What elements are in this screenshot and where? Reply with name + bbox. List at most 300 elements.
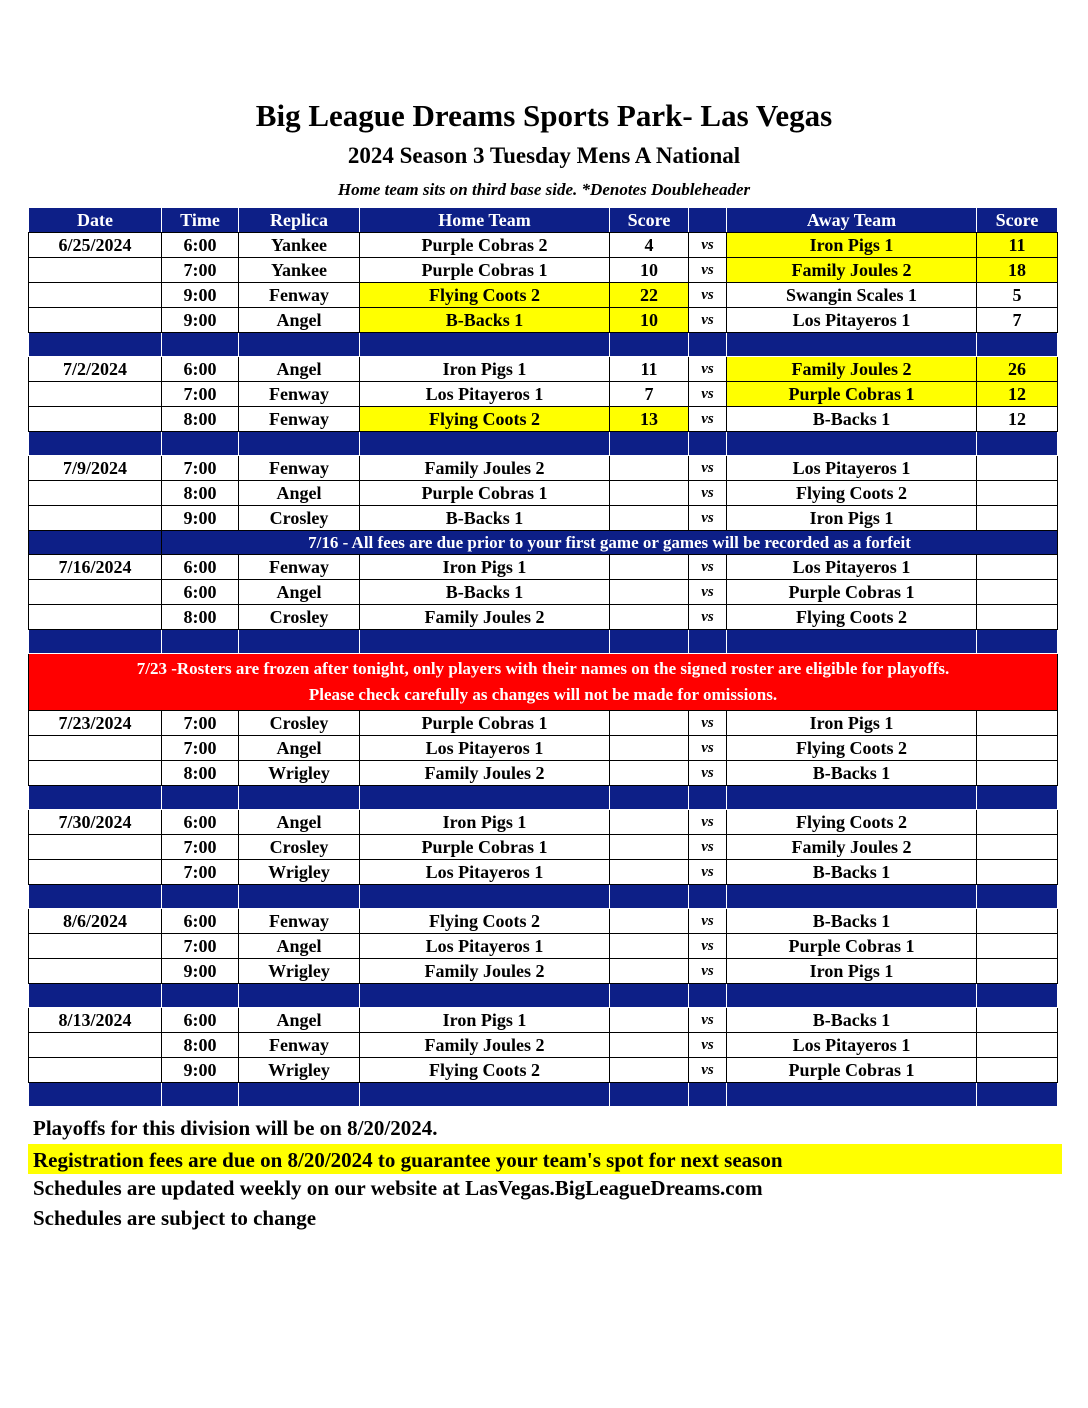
game-row xyxy=(29,959,1058,984)
spacer-row xyxy=(29,630,1058,654)
spacer-cell xyxy=(610,630,689,654)
game-row xyxy=(29,555,1058,580)
game-date xyxy=(29,308,162,333)
home-team: Purple Cobras 1 xyxy=(360,481,610,506)
game-time: 6:00 xyxy=(162,555,239,580)
game-time: 7:00 xyxy=(162,934,239,959)
game-field: Angel xyxy=(239,736,360,761)
game-date xyxy=(29,407,162,432)
game-row xyxy=(29,506,1058,531)
vs-label: vs xyxy=(689,934,727,959)
game-field: Crosley xyxy=(239,605,360,630)
spacer-row xyxy=(29,1083,1058,1107)
vs-label: vs xyxy=(689,1058,727,1083)
game-row xyxy=(29,283,1058,308)
spacer-cell xyxy=(689,333,727,357)
column-header-date: Date xyxy=(29,208,162,233)
home-score xyxy=(610,711,689,736)
game-time: 6:00 xyxy=(162,1008,239,1033)
away-score: 11 xyxy=(977,233,1058,258)
game-field: Wrigley xyxy=(239,860,360,885)
away-score xyxy=(977,456,1058,481)
roster-alert-line: 7/23 -Rosters are frozen after tonight, only players with their names on the signed roster are eligible for playoffs. xyxy=(136,659,950,678)
game-time: 6:00 xyxy=(162,909,239,934)
away-team: Los Pitayeros 1 xyxy=(727,456,977,481)
spacer-cell xyxy=(689,786,727,810)
game-row xyxy=(29,407,1058,432)
game-time: 9:00 xyxy=(162,1058,239,1083)
home-score xyxy=(610,934,689,959)
spacer-cell xyxy=(29,885,162,909)
game-date xyxy=(29,1033,162,1058)
spacer-cell xyxy=(977,786,1058,810)
spacer-cell xyxy=(689,630,727,654)
home-team: Flying Coots 2 xyxy=(360,909,610,934)
game-time: 8:00 xyxy=(162,605,239,630)
home-score xyxy=(610,835,689,860)
game-date xyxy=(29,860,162,885)
game-date xyxy=(29,736,162,761)
game-date: 8/6/2024 xyxy=(29,909,162,934)
spacer-cell xyxy=(162,786,239,810)
home-score xyxy=(610,481,689,506)
home-team: Family Joules 2 xyxy=(360,456,610,481)
spacer-cell xyxy=(977,984,1058,1008)
game-time: 7:00 xyxy=(162,382,239,407)
game-date xyxy=(29,382,162,407)
away-score xyxy=(977,761,1058,786)
away-score: 5 xyxy=(977,283,1058,308)
game-field: Crosley xyxy=(239,711,360,736)
home-team: Iron Pigs 1 xyxy=(360,555,610,580)
game-date xyxy=(29,283,162,308)
game-time: 7:00 xyxy=(162,860,239,885)
away-team: B-Backs 1 xyxy=(727,407,977,432)
away-score xyxy=(977,1008,1058,1033)
spacer-row xyxy=(29,786,1058,810)
vs-label: vs xyxy=(689,860,727,885)
column-header-home-score: Score xyxy=(610,208,689,233)
away-score xyxy=(977,580,1058,605)
away-score xyxy=(977,555,1058,580)
game-date: 7/2/2024 xyxy=(29,357,162,382)
away-score: 7 xyxy=(977,308,1058,333)
home-team: Family Joules 2 xyxy=(360,1033,610,1058)
game-row xyxy=(29,258,1058,283)
spacer-cell xyxy=(689,1083,727,1107)
spacer-cell xyxy=(360,432,610,456)
vs-label: vs xyxy=(689,233,727,258)
spacer-row xyxy=(29,333,1058,357)
page-subtitle: 2024 Season 3 Tuesday Mens A National xyxy=(347,143,741,168)
game-field: Angel xyxy=(239,1008,360,1033)
game-row xyxy=(29,835,1058,860)
game-time: 9:00 xyxy=(162,283,239,308)
spacer-cell xyxy=(29,432,162,456)
home-team: B-Backs 1 xyxy=(360,580,610,605)
spacer-cell xyxy=(360,630,610,654)
away-team: Flying Coots 2 xyxy=(727,810,977,835)
column-header-home-team: Home Team xyxy=(360,208,610,233)
home-score: 10 xyxy=(610,308,689,333)
game-row xyxy=(29,761,1058,786)
home-score xyxy=(610,1058,689,1083)
away-team: Swangin Scales 1 xyxy=(727,283,977,308)
game-time: 8:00 xyxy=(162,761,239,786)
game-row xyxy=(29,308,1058,333)
game-time: 7:00 xyxy=(162,711,239,736)
vs-label: vs xyxy=(689,1008,727,1033)
away-score xyxy=(977,934,1058,959)
game-field: Fenway xyxy=(239,283,360,308)
vs-label: vs xyxy=(689,382,727,407)
game-row xyxy=(29,1058,1058,1083)
game-date xyxy=(29,481,162,506)
home-team: Purple Cobras 1 xyxy=(360,711,610,736)
game-date xyxy=(29,506,162,531)
game-field: Yankee xyxy=(239,233,360,258)
spacer-cell xyxy=(727,885,977,909)
game-date: 7/30/2024 xyxy=(29,810,162,835)
away-team: Los Pitayeros 1 xyxy=(727,555,977,580)
away-team: Purple Cobras 1 xyxy=(727,382,977,407)
home-team: Los Pitayeros 1 xyxy=(360,736,610,761)
away-score: 18 xyxy=(977,258,1058,283)
game-field: Angel xyxy=(239,934,360,959)
spacer-cell xyxy=(610,432,689,456)
spacer-cell xyxy=(239,1083,360,1107)
home-team: Family Joules 2 xyxy=(360,959,610,984)
away-score xyxy=(977,1033,1058,1058)
away-team: Purple Cobras 1 xyxy=(727,1058,977,1083)
game-date xyxy=(29,934,162,959)
game-row xyxy=(29,382,1058,407)
game-date: 7/16/2024 xyxy=(29,555,162,580)
home-score: 11 xyxy=(610,357,689,382)
away-score xyxy=(977,506,1058,531)
spacer-cell xyxy=(727,432,977,456)
spacer-cell xyxy=(727,1083,977,1107)
vs-label: vs xyxy=(689,959,727,984)
game-time: 9:00 xyxy=(162,308,239,333)
spacer-cell xyxy=(162,630,239,654)
away-team: B-Backs 1 xyxy=(727,860,977,885)
vs-label: vs xyxy=(689,481,727,506)
away-team: Iron Pigs 1 xyxy=(727,711,977,736)
notice-row xyxy=(29,531,1058,555)
game-time: 7:00 xyxy=(162,258,239,283)
home-score xyxy=(610,1033,689,1058)
home-score: 22 xyxy=(610,283,689,308)
vs-label: vs xyxy=(689,909,727,934)
spacer-cell xyxy=(162,432,239,456)
home-team: Flying Coots 2 xyxy=(360,283,610,308)
game-time: 6:00 xyxy=(162,357,239,382)
spacer-cell xyxy=(360,333,610,357)
vs-label: vs xyxy=(689,1033,727,1058)
away-team: Flying Coots 2 xyxy=(727,481,977,506)
game-time: 6:00 xyxy=(162,810,239,835)
game-row xyxy=(29,605,1058,630)
home-team: Los Pitayeros 1 xyxy=(360,382,610,407)
game-row xyxy=(29,736,1058,761)
spacer-cell xyxy=(977,885,1058,909)
home-score xyxy=(610,555,689,580)
home-team: B-Backs 1 xyxy=(360,506,610,531)
schedule-table xyxy=(28,207,1058,1107)
vs-label: vs xyxy=(689,283,727,308)
spacer-cell xyxy=(977,630,1058,654)
game-row xyxy=(29,1008,1058,1033)
away-score: 12 xyxy=(977,382,1058,407)
away-score: 26 xyxy=(977,357,1058,382)
game-row xyxy=(29,934,1058,959)
game-field: Fenway xyxy=(239,382,360,407)
home-score xyxy=(610,580,689,605)
spacer-cell xyxy=(162,333,239,357)
game-date: 7/23/2024 xyxy=(29,711,162,736)
spacer-cell xyxy=(239,786,360,810)
game-date xyxy=(29,959,162,984)
spacer-cell xyxy=(977,1083,1058,1107)
home-score xyxy=(610,909,689,934)
game-row xyxy=(29,860,1058,885)
game-date xyxy=(29,605,162,630)
away-team: Family Joules 2 xyxy=(727,258,977,283)
spacer-cell xyxy=(689,432,727,456)
home-score xyxy=(610,1008,689,1033)
home-team: Los Pitayeros 1 xyxy=(360,934,610,959)
website-note: Schedules are updated weekly on our website at LasVegas.BigLeagueDreams.com xyxy=(33,1176,763,1200)
column-header-away-score: Score xyxy=(977,208,1058,233)
spacer-cell xyxy=(29,786,162,810)
game-date xyxy=(29,258,162,283)
vs-label: vs xyxy=(689,605,727,630)
home-team: Family Joules 2 xyxy=(360,761,610,786)
game-row xyxy=(29,456,1058,481)
away-score xyxy=(977,959,1058,984)
home-team: Family Joules 2 xyxy=(360,605,610,630)
spacer-cell xyxy=(610,786,689,810)
vs-label: vs xyxy=(689,835,727,860)
game-date: 6/25/2024 xyxy=(29,233,162,258)
game-field: Yankee xyxy=(239,258,360,283)
game-field: Crosley xyxy=(239,506,360,531)
away-score xyxy=(977,909,1058,934)
vs-label: vs xyxy=(689,736,727,761)
game-date xyxy=(29,1058,162,1083)
game-time: 7:00 xyxy=(162,835,239,860)
spacer-cell xyxy=(29,333,162,357)
spacer-cell xyxy=(239,432,360,456)
home-team: Purple Cobras 1 xyxy=(360,258,610,283)
roster-alert-row xyxy=(29,654,1058,711)
spacer-cell xyxy=(689,885,727,909)
column-header-replica: Replica xyxy=(239,208,360,233)
game-time: 9:00 xyxy=(162,506,239,531)
game-row xyxy=(29,810,1058,835)
game-date: 8/13/2024 xyxy=(29,1008,162,1033)
away-score xyxy=(977,835,1058,860)
game-row xyxy=(29,909,1058,934)
game-field: Angel xyxy=(239,481,360,506)
away-score xyxy=(977,481,1058,506)
game-date: 7/9/2024 xyxy=(29,456,162,481)
home-score: 10 xyxy=(610,258,689,283)
game-field: Angel xyxy=(239,357,360,382)
game-field: Fenway xyxy=(239,909,360,934)
vs-label: vs xyxy=(689,258,727,283)
home-score xyxy=(610,605,689,630)
home-score xyxy=(610,456,689,481)
away-team: Flying Coots 2 xyxy=(727,605,977,630)
away-team: Iron Pigs 1 xyxy=(727,233,977,258)
away-score xyxy=(977,711,1058,736)
home-team: Los Pitayeros 1 xyxy=(360,860,610,885)
spacer-cell xyxy=(360,1083,610,1107)
home-team: Purple Cobras 2 xyxy=(360,233,610,258)
spacer-cell xyxy=(29,1083,162,1107)
spacer-cell xyxy=(239,885,360,909)
home-team: Flying Coots 2 xyxy=(360,1058,610,1083)
game-row xyxy=(29,580,1058,605)
home-team: B-Backs 1 xyxy=(360,308,610,333)
game-field: Fenway xyxy=(239,555,360,580)
away-team: Los Pitayeros 1 xyxy=(727,308,977,333)
spacer-cell xyxy=(360,885,610,909)
home-score xyxy=(610,959,689,984)
vs-label: vs xyxy=(689,357,727,382)
game-row xyxy=(29,233,1058,258)
spacer-cell xyxy=(977,333,1058,357)
schedule-body xyxy=(29,233,1058,1107)
vs-label: vs xyxy=(689,555,727,580)
away-score xyxy=(977,1058,1058,1083)
column-header-away-team: Away Team xyxy=(727,208,977,233)
column-header-vs xyxy=(689,208,727,233)
game-field: Fenway xyxy=(239,456,360,481)
spacer-cell xyxy=(727,333,977,357)
vs-label: vs xyxy=(689,580,727,605)
away-team: B-Backs 1 xyxy=(727,1008,977,1033)
home-score: 7 xyxy=(610,382,689,407)
vs-label: vs xyxy=(689,506,727,531)
home-team: Iron Pigs 1 xyxy=(360,357,610,382)
vs-label: vs xyxy=(689,761,727,786)
spacer-cell xyxy=(360,786,610,810)
game-field: Wrigley xyxy=(239,959,360,984)
home-score xyxy=(610,761,689,786)
away-team: Los Pitayeros 1 xyxy=(727,1033,977,1058)
home-team: Iron Pigs 1 xyxy=(360,1008,610,1033)
playoffs-note: Playoffs for this division will be on 8/20/2024. xyxy=(33,1116,438,1140)
spacer-cell xyxy=(727,786,977,810)
game-field: Fenway xyxy=(239,1033,360,1058)
spacer-cell xyxy=(29,531,162,555)
game-time: 7:00 xyxy=(162,736,239,761)
column-header-time: Time xyxy=(162,208,239,233)
schedule-note: Home team sits on third base side. *Denotes Doubleheader xyxy=(337,180,751,199)
game-time: 6:00 xyxy=(162,233,239,258)
spacer-cell xyxy=(727,630,977,654)
game-time: 8:00 xyxy=(162,407,239,432)
game-field: Wrigley xyxy=(239,1058,360,1083)
game-date xyxy=(29,761,162,786)
game-time: 8:00 xyxy=(162,1033,239,1058)
game-row xyxy=(29,711,1058,736)
away-score xyxy=(977,860,1058,885)
game-field: Crosley xyxy=(239,835,360,860)
game-date xyxy=(29,835,162,860)
away-team: Iron Pigs 1 xyxy=(727,959,977,984)
game-time: 8:00 xyxy=(162,481,239,506)
game-date xyxy=(29,580,162,605)
vs-label: vs xyxy=(689,810,727,835)
vs-label: vs xyxy=(689,456,727,481)
spacer-cell xyxy=(689,984,727,1008)
away-score xyxy=(977,736,1058,761)
game-field: Fenway xyxy=(239,407,360,432)
spacer-cell xyxy=(610,984,689,1008)
subject-to-change-note: Schedules are subject to change xyxy=(33,1206,317,1230)
away-team: Flying Coots 2 xyxy=(727,736,977,761)
game-field: Wrigley xyxy=(239,761,360,786)
vs-label: vs xyxy=(689,308,727,333)
home-score: 13 xyxy=(610,407,689,432)
table-header-row xyxy=(29,208,1058,233)
game-field: Angel xyxy=(239,308,360,333)
away-team: B-Backs 1 xyxy=(727,909,977,934)
away-team: Family Joules 2 xyxy=(727,357,977,382)
page-title: Big League Dreams Sports Park- Las Vegas xyxy=(255,98,833,133)
home-score xyxy=(610,506,689,531)
game-time: 6:00 xyxy=(162,580,239,605)
spacer-row xyxy=(29,885,1058,909)
spacer-row xyxy=(29,984,1058,1008)
vs-label: vs xyxy=(689,407,727,432)
away-team: Purple Cobras 1 xyxy=(727,580,977,605)
spacer-cell xyxy=(977,432,1058,456)
away-score xyxy=(977,810,1058,835)
spacer-cell xyxy=(29,630,162,654)
spacer-cell xyxy=(162,1083,239,1107)
away-score xyxy=(977,605,1058,630)
spacer-cell xyxy=(239,984,360,1008)
game-field: Angel xyxy=(239,810,360,835)
roster-alert-line: Please check carefully as changes will not be made for omissions. xyxy=(308,685,778,704)
game-row xyxy=(29,357,1058,382)
away-team: Iron Pigs 1 xyxy=(727,506,977,531)
spacer-cell xyxy=(727,984,977,1008)
spacer-row xyxy=(29,432,1058,456)
vs-label: vs xyxy=(689,711,727,736)
spacer-cell xyxy=(162,984,239,1008)
spacer-cell xyxy=(29,984,162,1008)
registration-note: Registration fees are due on 8/20/2024 to guarantee your team's spot for next season xyxy=(28,1144,1062,1174)
spacer-cell xyxy=(239,333,360,357)
away-team: Purple Cobras 1 xyxy=(727,934,977,959)
home-team: Purple Cobras 1 xyxy=(360,835,610,860)
game-time: 7:00 xyxy=(162,456,239,481)
spacer-cell xyxy=(162,885,239,909)
game-row xyxy=(29,481,1058,506)
spacer-cell xyxy=(610,333,689,357)
home-score: 4 xyxy=(610,233,689,258)
game-time: 9:00 xyxy=(162,959,239,984)
away-team: B-Backs 1 xyxy=(727,761,977,786)
home-team: Flying Coots 2 xyxy=(360,407,610,432)
spacer-cell xyxy=(239,630,360,654)
